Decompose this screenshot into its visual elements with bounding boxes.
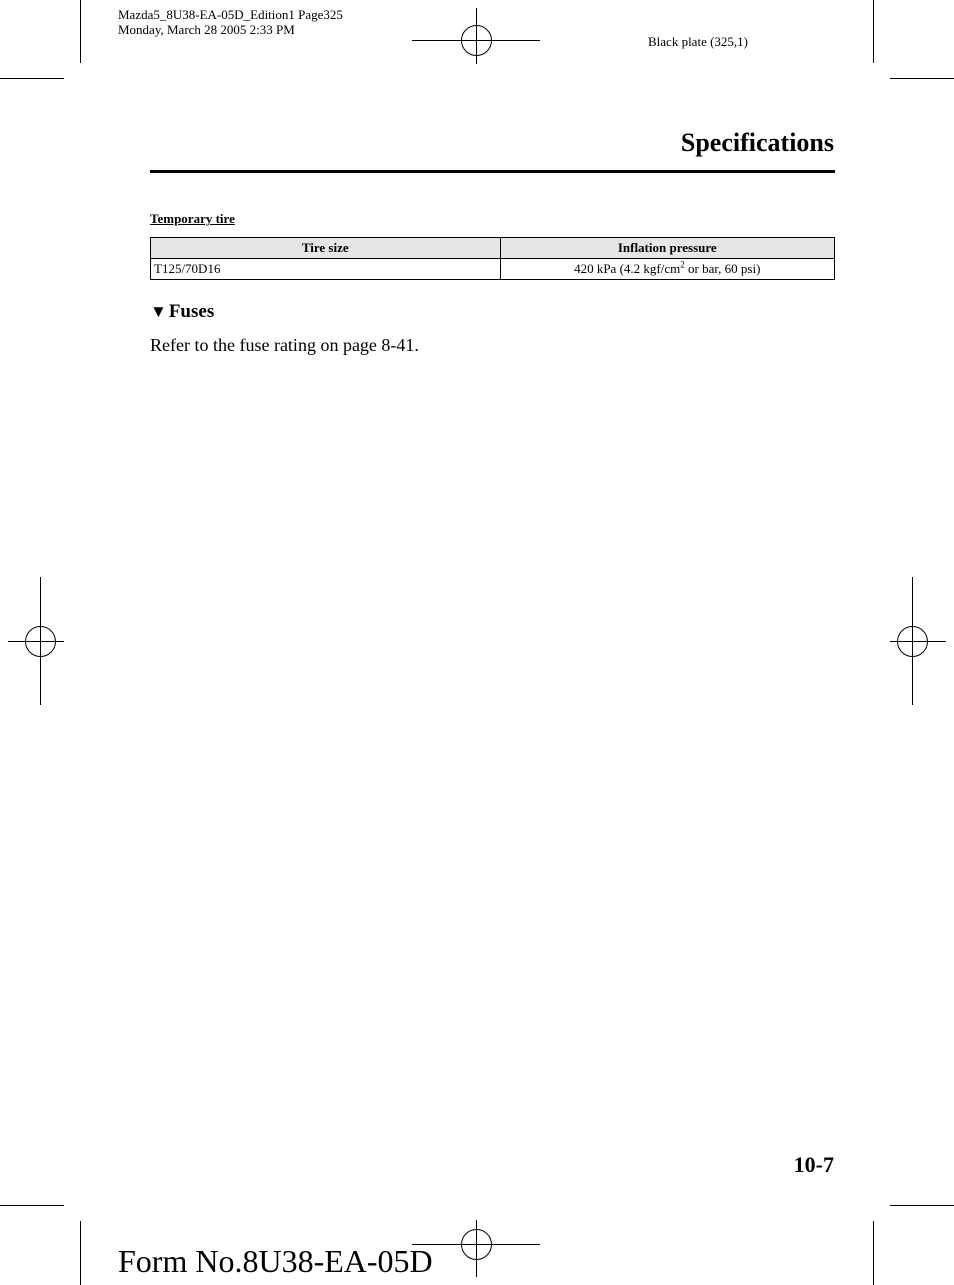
triangle-down-icon: ▼ [150, 302, 167, 321]
table-row [151, 259, 835, 280]
column-header-tire-size: Tire size [151, 238, 501, 259]
title-rule [150, 170, 835, 173]
crop-mark-bottom-right-horizontal [890, 1205, 954, 1206]
crop-mark-bottom-right-vertical [873, 1221, 874, 1285]
print-meta-datetime: Monday, March 28 2005 2:33 PM [118, 22, 295, 37]
temporary-tire-caption: Temporary tire [150, 211, 235, 226]
registration-top-circle [461, 25, 492, 56]
registration-right-circle [897, 626, 928, 657]
pressure-text-rest: or bar, 60 psi) [684, 261, 761, 276]
registration-left-circle [25, 626, 56, 657]
print-meta-filename: Mazda5_8U38-EA-05D_Edition1 Page325 [118, 7, 343, 22]
column-header-inflation-pressure: Inflation pressure [500, 238, 835, 259]
page-number: 10-7 [793, 1152, 834, 1177]
pressure-superscript: 2 [680, 259, 685, 270]
cell-inflation-pressure [500, 259, 835, 280]
table-header-row [151, 238, 835, 259]
plate-label: Black plate (325,1) [648, 34, 748, 49]
cell-tire-size: T125/70D16 [151, 259, 501, 280]
print-meta [118, 7, 343, 37]
crop-mark-top-right-horizontal [890, 78, 954, 79]
section-title: Specifications [680, 128, 834, 157]
crop-mark-top-right-vertical [873, 0, 874, 63]
fuses-heading-text: Fuses [168, 301, 215, 322]
fuses-heading [150, 301, 214, 323]
registration-bottom-circle [461, 1229, 492, 1260]
crop-mark-top-left-vertical [80, 0, 81, 63]
pressure-text-main: 420 kPa (4.2 kgf/cm [574, 261, 681, 276]
crop-mark-bottom-left-vertical [80, 1221, 81, 1285]
temporary-tire-table [150, 237, 835, 280]
crop-mark-bottom-left-horizontal [0, 1205, 64, 1206]
form-number: Form No.8U38-EA-05D [118, 1243, 433, 1279]
crop-mark-top-left-horizontal [0, 78, 64, 79]
fuses-body-text: Refer to the fuse rating on page 8-41. [150, 335, 419, 355]
